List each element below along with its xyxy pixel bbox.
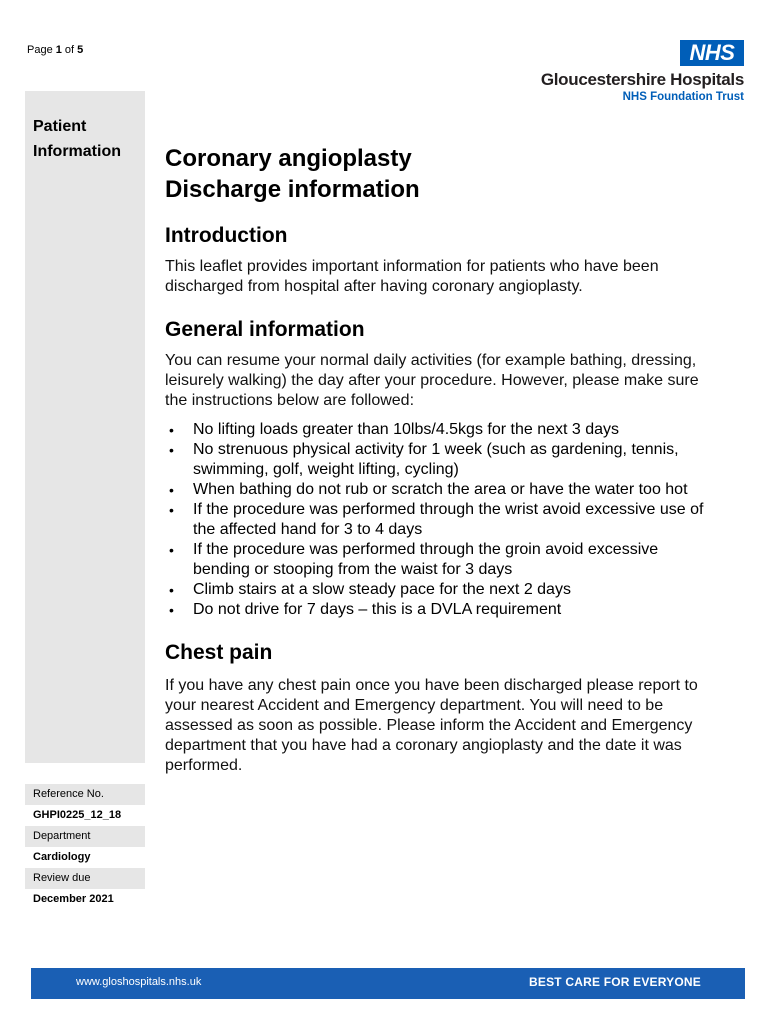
chest-pain-heading: Chest pain	[165, 641, 273, 664]
department-label: Department	[25, 826, 145, 847]
list-item: • No strenuous physical activity for 1 week (such as gardening, tennis, swimming, golf, weight lifting, cycling)	[165, 440, 705, 480]
introduction-text: This leaflet provides important information for patients who have been discharged from hospital after having coronary angioplasty.	[165, 258, 659, 295]
department-value: Cardiology	[33, 851, 91, 863]
page-prefix: Page	[27, 44, 56, 56]
sidebar-panel	[25, 91, 145, 763]
page-current: 1	[55, 44, 62, 56]
sidebar-label-line2: Information	[33, 143, 121, 160]
list-item: • When bathing do not rub or scratch the area or have the water too hot	[165, 480, 705, 500]
general-information-heading: General information	[165, 318, 365, 341]
chest-pain-text: If you have any chest pain once you have been discharged please report to your nearest Accident and Emergency department. You will need to be assessed as soon as possible. Please inform the Accident and Emergency department that you have had a coronary angioplasty and the date it was performed.	[165, 677, 698, 774]
title-line-1: Coronary angioplasty	[165, 145, 412, 172]
footer-tagline: BEST CARE FOR EVERYONE	[529, 975, 701, 989]
list-item: • No lifting loads greater than 10lbs/4.5kgs for the next 3 days	[165, 420, 705, 440]
general-information-text: You can resume your normal daily activities (for example bathing, dressing, leisurely walking) the day after your procedure. However, please make sure the instructions below are followed:	[165, 352, 699, 409]
list-item: • Do not drive for 7 days – this is a DVLA requirement	[165, 600, 705, 620]
page-of: of	[61, 44, 78, 56]
introduction-heading: Introduction	[165, 224, 288, 247]
review-value: December 2021	[33, 893, 114, 905]
sidebar-label-line1: Patient	[33, 118, 87, 135]
footer-website: www.gloshospitals.nhs.uk	[76, 976, 202, 988]
review-label: Review due	[25, 868, 145, 889]
sidebar-label	[33, 114, 143, 164]
page-number	[27, 44, 83, 56]
title-line-2: Discharge information	[165, 176, 420, 203]
nhs-lozenge: NHS	[680, 40, 744, 66]
nhs-logo	[504, 40, 744, 104]
list-item: • If the procedure was performed through the wrist avoid excessive use of the affected hand for 3 to 4 days	[165, 500, 705, 540]
document-title	[165, 143, 705, 205]
reference-label: Reference No.	[25, 784, 145, 805]
reference-value: GHPI0225_12_18	[33, 809, 122, 821]
organisation-name: Gloucestershire Hospitals	[540, 70, 744, 89]
list-item: • If the procedure was performed through the groin avoid excessive bending or stooping from the waist for 3 days	[165, 540, 705, 580]
list-item: • Climb stairs at a slow steady pace for the next 2 days	[165, 580, 705, 600]
main-content	[165, 143, 705, 776]
trust-name: NHS Foundation Trust	[622, 91, 744, 103]
page-total: 5	[77, 44, 84, 56]
instructions-list	[165, 420, 705, 620]
footer-bar	[31, 968, 745, 999]
reference-block	[25, 784, 145, 910]
